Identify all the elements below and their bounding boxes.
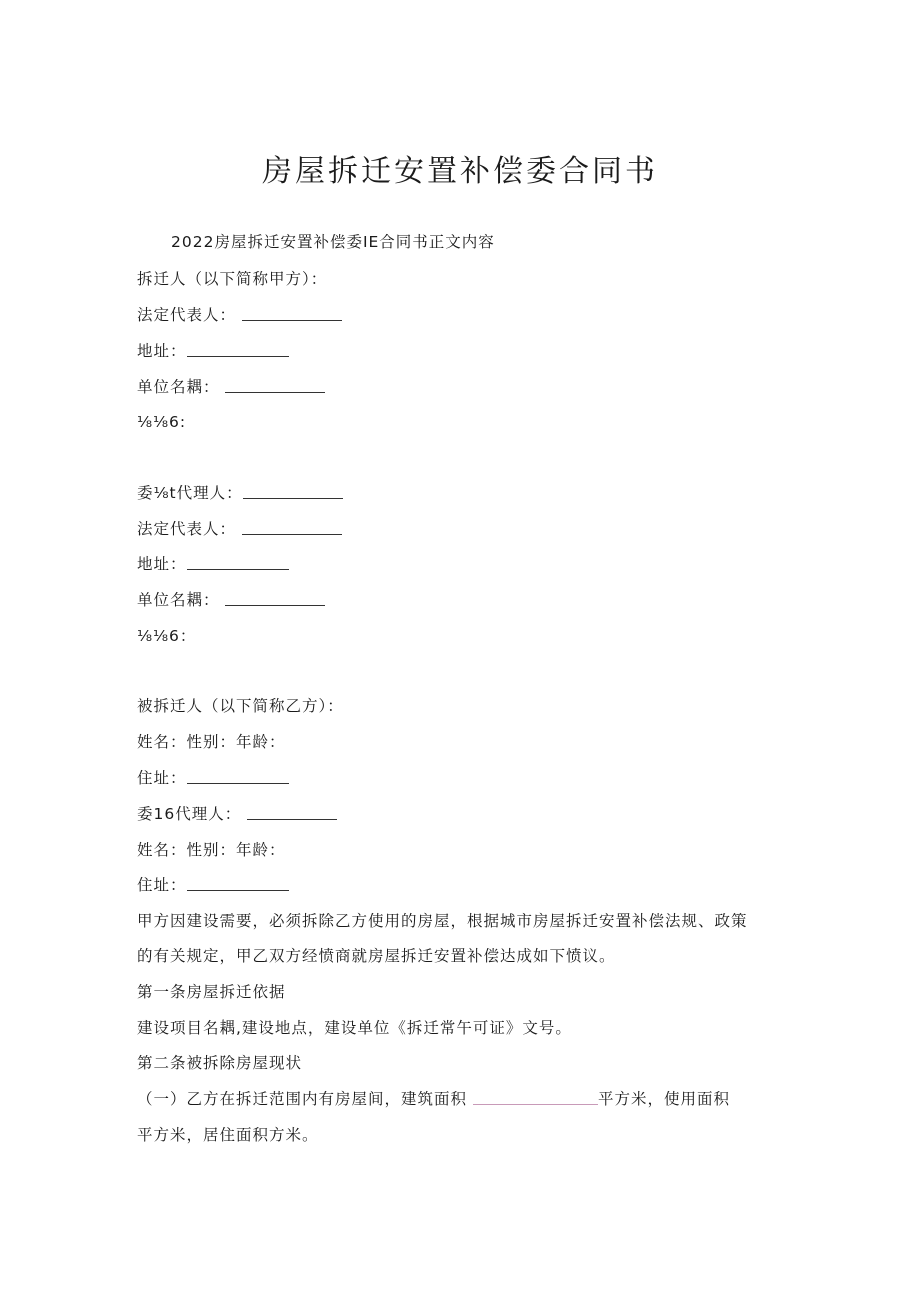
item1-part2: 平方米，使用面积 bbox=[598, 1090, 731, 1108]
article1-text: 建设项目名耦,建设地点，建设单位《拆迁常午可证》文号。 bbox=[137, 1019, 572, 1037]
party-b-heading: 被拆迁人（以下简称乙方）： bbox=[137, 697, 344, 715]
unit-name2-label: 单位名耦： bbox=[137, 591, 220, 609]
article2-item1 bbox=[137, 1087, 730, 1109]
document-title: 房屋拆迁安置补偿委合同书 bbox=[262, 154, 658, 189]
party-a-legal-rep2 bbox=[137, 517, 342, 539]
residence2-blank bbox=[187, 889, 289, 891]
unit-name2-blank bbox=[225, 604, 325, 606]
address2-label: 地址： bbox=[137, 555, 187, 573]
party-b-agent-label: 委16代理人： bbox=[137, 805, 242, 823]
party-a-agent bbox=[137, 481, 343, 503]
item1-part1: （一）乙方在拆迁范围内有房屋间，建筑面积 bbox=[137, 1090, 468, 1108]
party-b-agent bbox=[137, 802, 337, 824]
article2-title: 第二条被拆除房屋现状 bbox=[137, 1054, 303, 1072]
article1-title: 第一条房屋拆迁依据 bbox=[137, 983, 286, 1001]
residence-label: 住址： bbox=[137, 769, 187, 787]
party-a-address bbox=[137, 339, 289, 361]
unit-name-blank bbox=[225, 391, 325, 393]
party-b-residence2 bbox=[137, 873, 289, 895]
party-a-unit-name2 bbox=[137, 588, 325, 610]
legal-rep2-blank bbox=[242, 533, 342, 535]
party-b-residence bbox=[137, 766, 289, 788]
party-a-address2 bbox=[137, 552, 289, 574]
building-area-blank bbox=[473, 1103, 598, 1105]
para1-line2: 的有关规定，甲乙双方经愤商就房屋拆迁安置补偿达成如下愤议。 bbox=[137, 947, 616, 965]
residence2-label: 住址： bbox=[137, 876, 187, 894]
para1-line1: 甲方因建设需要，必须拆除乙方使用的房屋，根据城市房屋拆迁安置补偿法规、政策 bbox=[137, 912, 748, 930]
address-label: 地址： bbox=[137, 342, 187, 360]
unit-name-label: 单位名耦： bbox=[137, 378, 220, 396]
agent-label: 委⅛t代理人： bbox=[137, 484, 243, 502]
party-b-name-line2: 姓名：性别：年龄： bbox=[137, 841, 286, 859]
party-a-legal-rep bbox=[137, 303, 342, 325]
party-a-code2: ⅛⅛6： bbox=[137, 627, 197, 645]
legal-rep-blank bbox=[242, 319, 342, 321]
article2-item1-line2: 平方米，居住面积方米。 bbox=[137, 1126, 319, 1144]
residence-blank bbox=[187, 782, 289, 784]
party-b-agent-blank bbox=[247, 818, 337, 820]
legal-rep2-label: 法定代表人： bbox=[137, 520, 237, 538]
party-b-name-line: 姓名：性别：年龄： bbox=[137, 733, 286, 751]
party-a-unit-name bbox=[137, 375, 325, 397]
address-blank bbox=[187, 355, 289, 357]
party-a-heading: 拆迁人（以下简称甲方）： bbox=[137, 270, 328, 288]
address2-blank bbox=[187, 568, 289, 570]
party-a-code1: ⅛⅛6: bbox=[137, 413, 187, 431]
subtitle: 2022房屋拆迁安置补偿委IE合同书正文内容 bbox=[171, 233, 495, 251]
legal-rep-label: 法定代表人： bbox=[137, 306, 237, 324]
agent-blank bbox=[243, 497, 343, 499]
